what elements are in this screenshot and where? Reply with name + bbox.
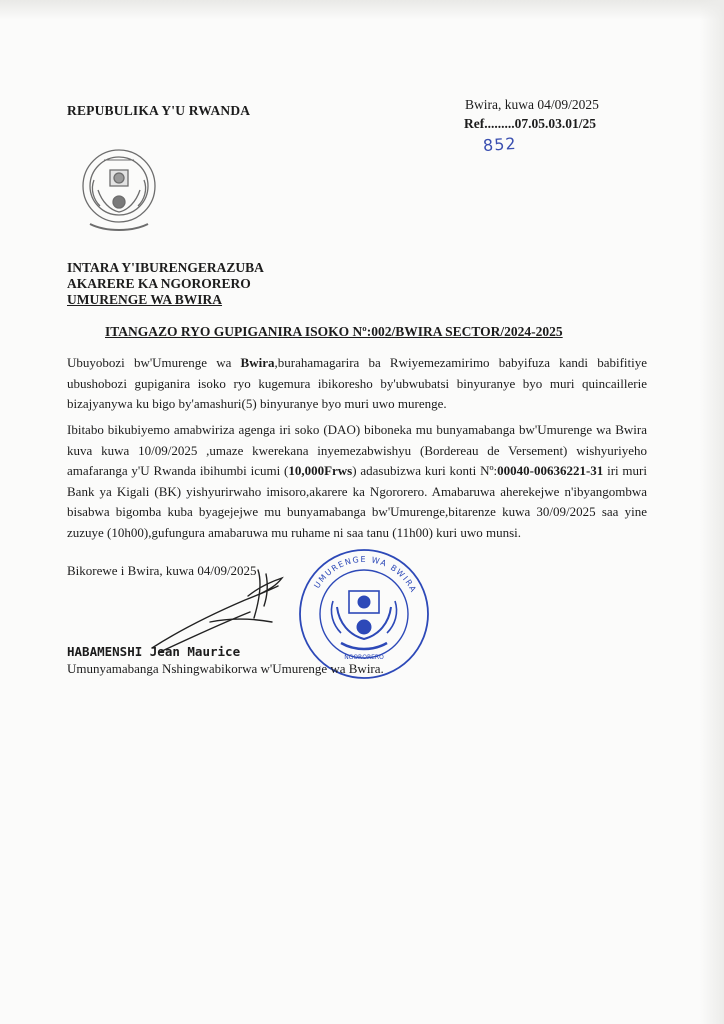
signing-place-date: Bikorewe i Bwira, kuwa 04/09/2025 xyxy=(67,563,257,578)
handwritten-number: 852 xyxy=(482,133,518,156)
announcement-title: ITANGAZO RYO GUPIGANIRA ISOKO Nº:002/BWIRA SECTOR/2024-2025 xyxy=(105,324,563,339)
bank-account-number: 00040-00636221-31 xyxy=(497,463,604,478)
reference-number: Ref.........07.05.03.01/25 xyxy=(464,116,596,131)
signer-title: Umunyamabanga Nshingwabikorwa w'Umurenge wa Bwira. xyxy=(67,661,384,676)
paragraph-text: Ubuyobozi bw'Umurenge wa xyxy=(67,355,241,370)
paragraph-details xyxy=(67,420,647,543)
paragraph-text: ,burahamagarira ba Rwiyemezamirimo babyifuza kandi babifitiye ubushobozi gupiganira isoko ryo kugemura ibikoresho by'ubwubatsi binyuranye byo muri quincaillerie bizajyanywa ku bigo by'amashuri(5) binyuranye byo muri uwo murenge. xyxy=(67,355,648,411)
stamp-inner-text: NGORORERO xyxy=(344,654,384,661)
signer-name: HABAMENSHI Jean Maurice xyxy=(67,644,241,659)
scan-shadow-top xyxy=(0,0,724,20)
sector-heading: UMURENGE WA BWIRA xyxy=(67,292,223,307)
paragraph-text: Ibitabo bikubiyemo amabwiriza agenga iri soko (DAO) biboneka mu bunyamabanga bw'Umurenge wa Bwira kuva kuwa 10/09/2025 ,umaze kwerekana inyemezabwishyu (Bordereau de Versement) wishyuriyeho amafaranga y'U Rwanda ibihumbi icumi ( xyxy=(67,422,647,478)
paragraph-text: ) adasubizwa kuri konti Nº: xyxy=(352,463,498,478)
paragraph-invitation xyxy=(67,353,647,415)
province-heading: INTARA Y'IBURENGERAZUBA xyxy=(67,260,264,275)
republic-heading: REPUBULIKA Y'U RWANDA xyxy=(67,103,251,118)
scan-shadow-right xyxy=(700,0,724,1024)
handwritten-signature xyxy=(150,560,300,655)
fee-amount: 10,000Frws xyxy=(288,463,353,478)
sector-name-bold: Bwira xyxy=(240,355,275,370)
paragraph-text: iri muri Bank ya Kigali (BK) yishyurirwaho imisoro,akarere ka Ngororero. Amabaruwa aherekejwe n'ibyangombwa bisabwa bigomba kuba byagejejwe mu bunyamabanga bw'Umurenge,bitarenze kuwa 30/09/2025 saa yine zuzuye (10h00),gufungura amabaruwa mu ruhame ni saa tanu (11h00) kuri uwo munsi. xyxy=(67,463,647,540)
letter-date: Bwira, kuwa 04/09/2025 xyxy=(465,97,599,112)
stamp-ring-text: UMURENGE WA BWIRA xyxy=(312,554,419,595)
rwanda-coat-of-arms-icon xyxy=(76,140,162,240)
district-heading: AKARERE KA NGORORERO xyxy=(67,276,251,291)
